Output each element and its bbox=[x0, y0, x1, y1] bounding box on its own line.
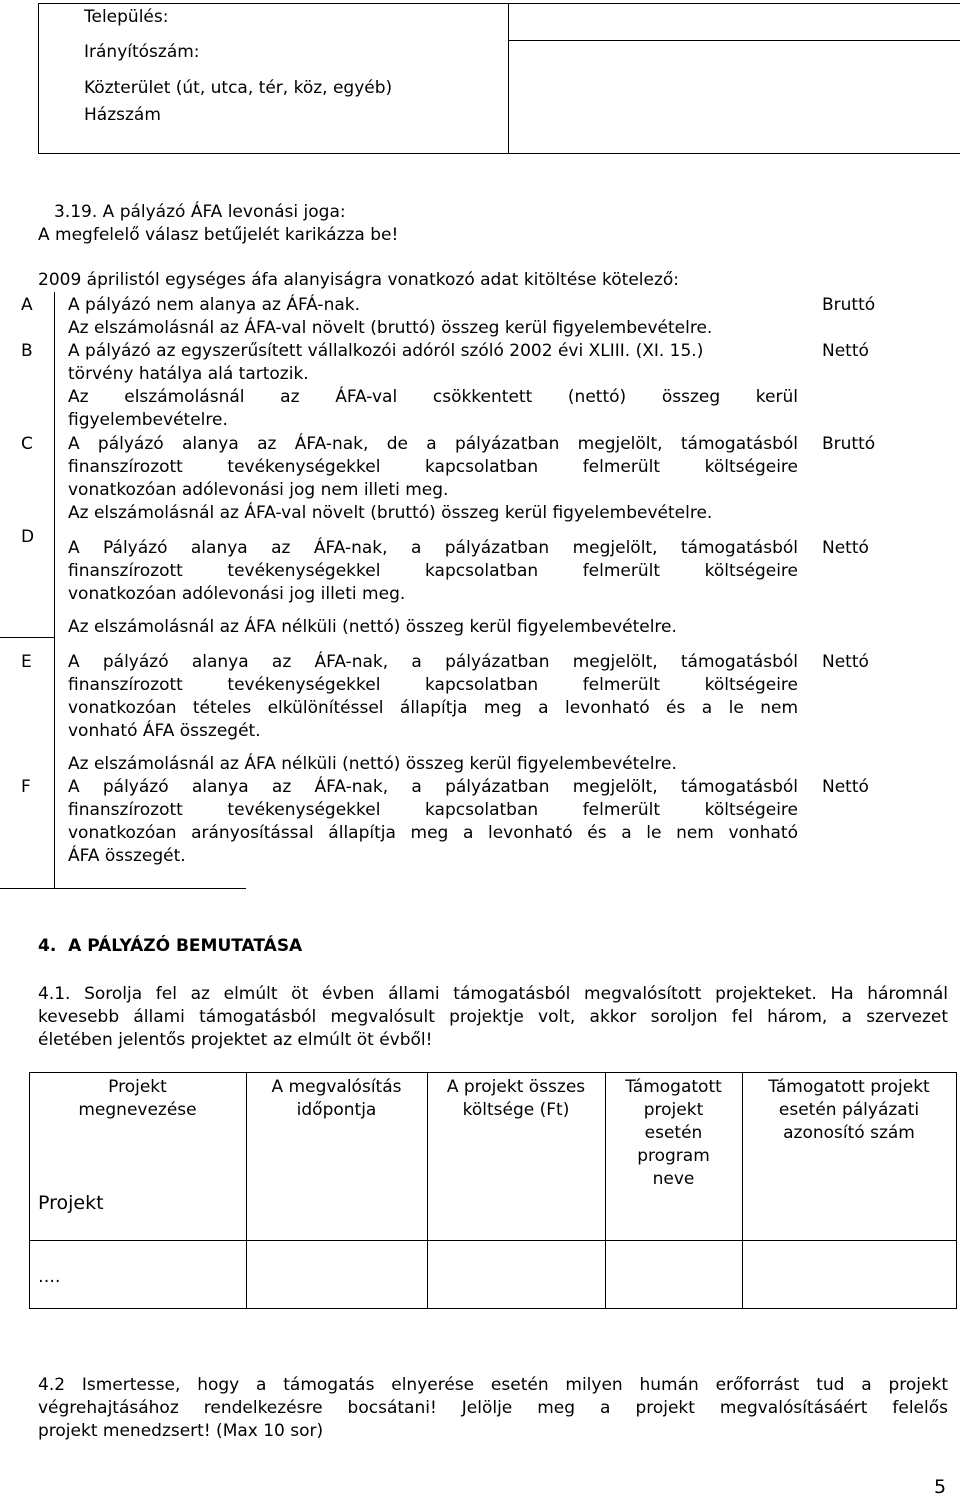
section-heading: 4. A PÁLYÁZÓ BEMUTATÁSA bbox=[38, 936, 303, 956]
vat-section-instruction: A megfelelő válasz betűjelét karikázza be! bbox=[38, 225, 399, 245]
option-text: vonható ÁFA összegét. bbox=[68, 721, 261, 741]
option-letter[interactable]: F bbox=[21, 777, 31, 797]
option-result: Nettó bbox=[822, 538, 869, 558]
question-4-2-line: 4.2 Ismertesse, hogy a támogatás elnyerése esetén milyen humán erőforrást tud a projekt bbox=[38, 1375, 948, 1395]
option-text: vonatkozóan arányosítással állapítja meg a levonható és a le nem vonható bbox=[68, 823, 798, 843]
column-header: A projekt összes költsége (Ft) bbox=[446, 1077, 586, 1120]
option-text: finanszírozott tevékenységekkel kapcsolatban felmerült költségeire bbox=[68, 561, 798, 581]
option-text: A pályázó alanya az ÁFA-nak, de a pályázatban megjelölt, támogatásból bbox=[68, 434, 798, 454]
vat-section-title: 3.19. A pályázó ÁFA levonási joga: bbox=[54, 202, 346, 222]
address-row-label: Közterület (út, utca, tér, köz, egyéb) bbox=[84, 78, 393, 98]
option-text: ÁFA összegét. bbox=[68, 846, 186, 866]
option-letter[interactable]: A bbox=[21, 295, 33, 315]
option-result: Nettó bbox=[822, 777, 869, 797]
option-text: A pályázó alanya az ÁFA-nak, a pályázatban megjelölt, támogatásból bbox=[68, 777, 798, 797]
question-4-1-line: kevesebb állami támogatásból megvalósult projektje volt, akkor soroljon fel három, a szervezet bbox=[38, 1007, 948, 1027]
option-text: Az elszámolásnál az ÁFA nélküli (nettó) összeg kerül figyelembevételre. bbox=[68, 754, 677, 774]
option-text: finanszírozott tevékenységekkel kapcsolatban felmerült költségeire bbox=[68, 457, 798, 477]
question-4-1-line: életében jelentős projektet az elmúlt öt évből! bbox=[38, 1030, 433, 1050]
address-row-label: Település: bbox=[84, 7, 169, 27]
table-row: Projekt bbox=[38, 1192, 104, 1214]
address-row-label: Házszám bbox=[84, 105, 161, 125]
option-text: Az elszámolásnál az ÁFA-val csökkentett (nettó) összeg kerül bbox=[68, 387, 798, 407]
column-header: A megvalósítás időpontja bbox=[271, 1077, 402, 1120]
option-text: vonatkozóan adólevonási jog illeti meg. bbox=[68, 584, 406, 604]
vat-section-note: 2009 áprilistól egységes áfa alanyiságra vonatkozó adat kitöltése kötelező: bbox=[38, 270, 680, 290]
table-row: …. bbox=[38, 1267, 61, 1287]
option-result: Bruttó bbox=[822, 295, 876, 315]
question-4-1-line: 4.1. Sorolja fel az elmúlt öt évben állami támogatásból megvalósított projekteket. Ha háromnál bbox=[38, 984, 948, 1004]
address-row-label: Irányítószám: bbox=[84, 42, 200, 62]
option-text: Az elszámolásnál az ÁFA nélküli (nettó) összeg kerül figyelembevételre. bbox=[68, 617, 677, 637]
option-result: Nettó bbox=[822, 341, 869, 361]
option-text: Az elszámolásnál az ÁFA-val növelt (bruttó) összeg kerül figyelembevételre. bbox=[68, 318, 713, 338]
column-header: Támogatott projekt esetén pályázati azonosító szám bbox=[768, 1077, 930, 1143]
option-letter[interactable]: C bbox=[21, 434, 33, 454]
option-result: Bruttó bbox=[822, 434, 876, 454]
option-text: A pályázó nem alanya az ÁFÁ-nak. bbox=[68, 295, 361, 315]
option-text: A Pályázó alanya az ÁFA-nak, a pályázatban megjelölt, támogatásból bbox=[68, 538, 798, 558]
page-number: 5 bbox=[934, 1476, 947, 1498]
option-letter[interactable]: D bbox=[21, 527, 35, 547]
option-text: A pályázó az egyszerűsített vállalkozói adóról szóló 2002 évi XLIII. (XI. 15.) bbox=[68, 341, 704, 361]
option-text: finanszírozott tevékenységekkel kapcsolatban felmerült költségeire bbox=[68, 800, 798, 820]
option-letter[interactable]: B bbox=[21, 341, 33, 361]
option-text: vonatkozóan adólevonási jog nem illeti meg. bbox=[68, 480, 449, 500]
column-header: Projekt megnevezése bbox=[78, 1077, 197, 1120]
option-text: Az elszámolásnál az ÁFA-val növelt (bruttó) összeg kerül figyelembevételre. bbox=[68, 503, 713, 523]
option-text: finanszírozott tevékenységekkel kapcsolatban felmerült költségeire bbox=[68, 675, 798, 695]
option-text: figyelembevételre. bbox=[68, 410, 228, 430]
option-text: vonatkozóan tételes elkülönítéssel állapítja meg a levonható és a le nem bbox=[68, 698, 798, 718]
option-result: Nettó bbox=[822, 652, 869, 672]
column-header: Támogatott projekt esetén program neve bbox=[625, 1077, 722, 1189]
option-text: törvény hatálya alá tartozik. bbox=[68, 364, 309, 384]
option-letter[interactable]: E bbox=[21, 652, 32, 672]
option-text: A pályázó alanya az ÁFA-nak, a pályázatban megjelölt, támogatásból bbox=[68, 652, 798, 672]
question-4-2-line: végrehajtásához rendelkezésre bocsátani! Jelölje meg a projekt megvalósításáért felelős bbox=[38, 1398, 948, 1418]
question-4-2-line: projekt menedzsert! (Max 10 sor) bbox=[38, 1421, 324, 1441]
